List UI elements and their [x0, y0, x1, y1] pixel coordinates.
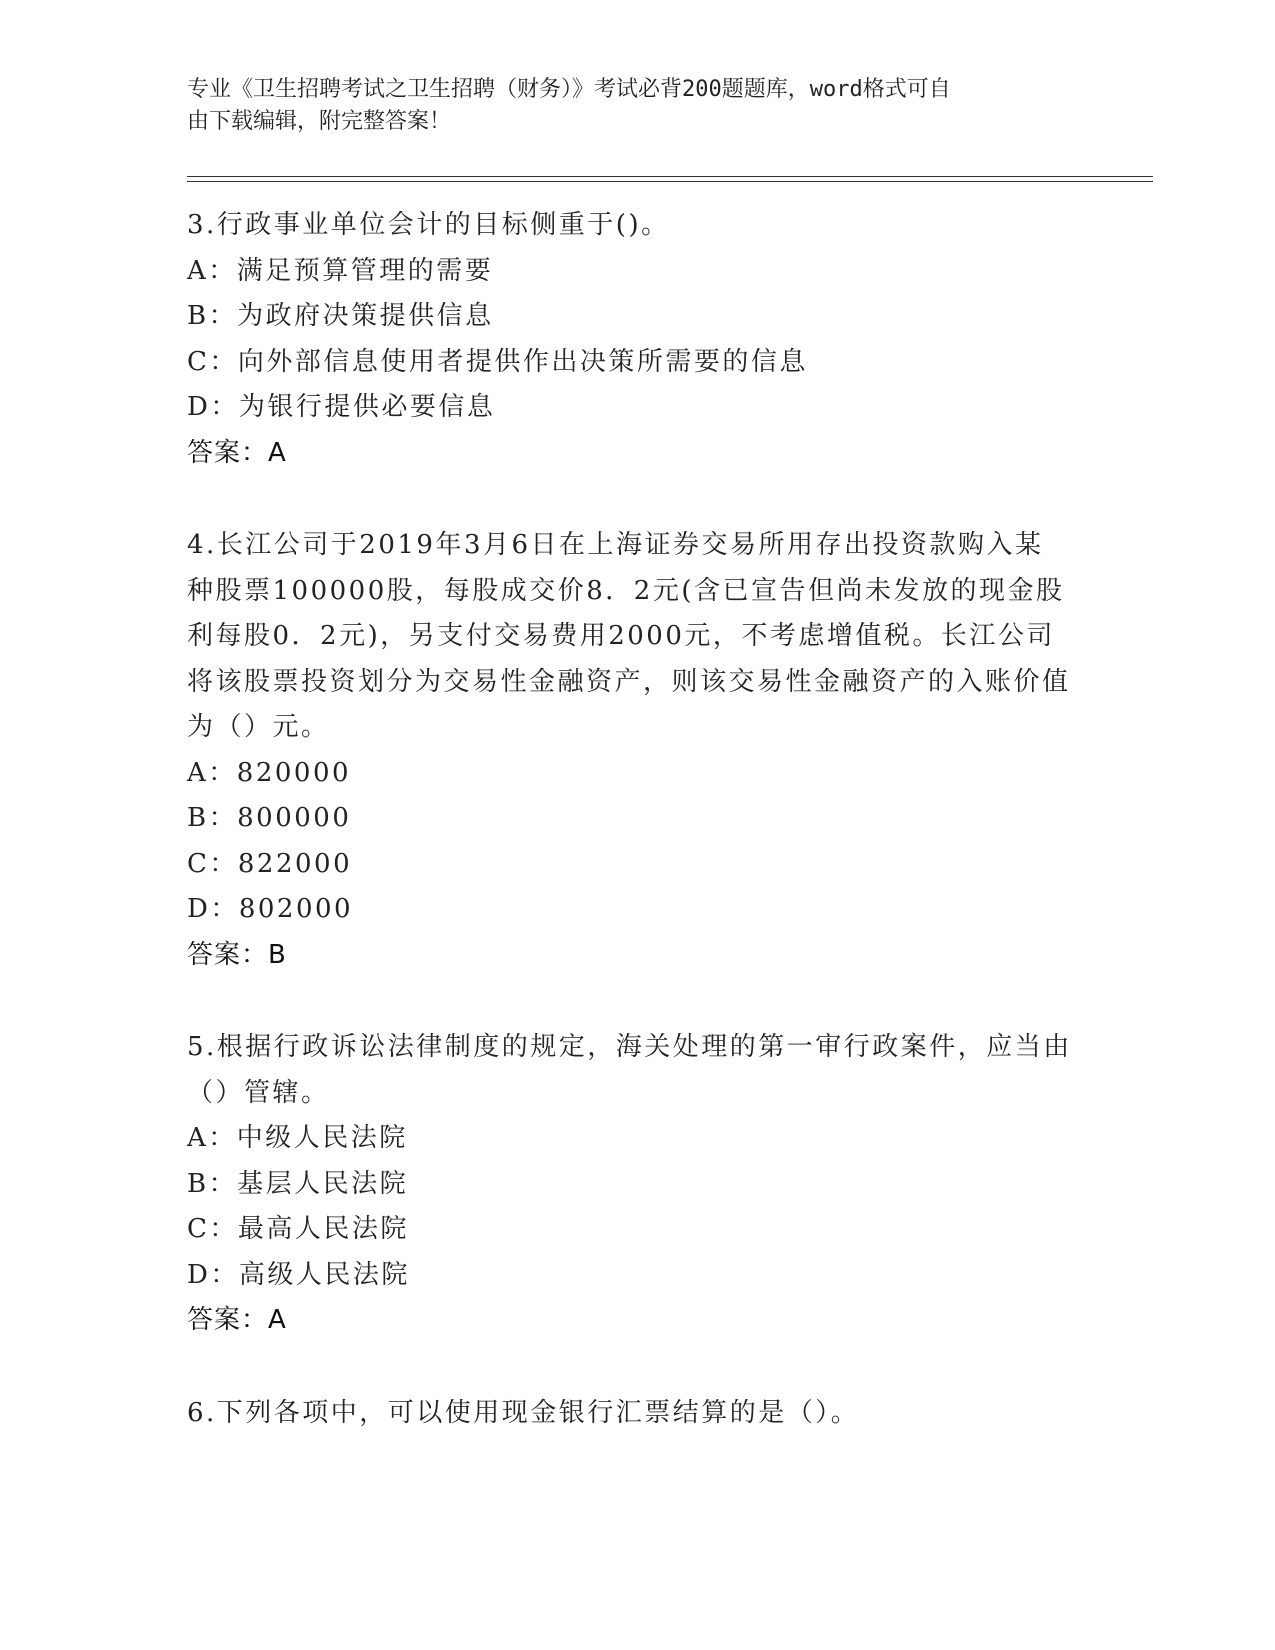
question-4 [187, 523, 1087, 978]
answer-label: 答案：A [187, 1305, 287, 1335]
header-divider [187, 176, 1153, 177]
header-line-1: 专业《卫生招聘考试之卫生招聘（财务）》考试必背200题题库，word格式可自 [187, 77, 951, 102]
option-c: C：822000 [187, 848, 353, 879]
option-d: D：为银行提供必要信息 [187, 392, 496, 422]
header-line-2: 由下载编辑，附完整答案！ [187, 109, 452, 134]
question-stem: 5.根据行政诉讼法律制度的规定，海关处理的第一审行政案件，应当由（）管辖。 [187, 1032, 1072, 1108]
option-b: B：为政府决策提供信息 [187, 301, 494, 331]
option-a: A：中级人民法院 [187, 1123, 408, 1153]
question-6 [187, 1391, 1087, 1437]
option-d: D：802000 [187, 894, 354, 924]
option-c: C：向外部信息使用者提供作出决策所需要的信息 [187, 346, 808, 377]
question-5 [187, 1025, 1087, 1344]
question-3 [187, 203, 1087, 476]
option-a: A：820000 [187, 757, 352, 788]
question-stem: 3.行政事业单位会计的目标侧重于()。 [187, 210, 670, 240]
option-d: D：高级人民法院 [187, 1259, 410, 1290]
answer-label: 答案：B [187, 939, 287, 970]
option-a: A：满足预算管理的需要 [187, 255, 494, 286]
question-stem: 6.下列各项中，可以使用现金银行汇票结算的是（）。 [187, 1397, 860, 1428]
option-c: C：最高人民法院 [187, 1214, 409, 1244]
header-divider-second [187, 181, 1153, 182]
question-stem: 4.长江公司于2019年3月6日在上海证券交易所用存出投资款购入某种股票100000股，每股成交价8．2元(含已宣告但尚未发放的现金股利每股0．2元)，另支付交易费用2000元，不考虑增值税。长江公司将该股票投资划分为交易性金融资产，则该交易性金融资产的入账价值为（）元。 [187, 530, 1071, 742]
option-b: B：800000 [187, 803, 352, 833]
option-b: B：基层人民法院 [187, 1168, 409, 1199]
answer-label: 答案：A [187, 437, 287, 468]
question-list [187, 203, 1087, 1483]
document-header [187, 74, 1067, 138]
